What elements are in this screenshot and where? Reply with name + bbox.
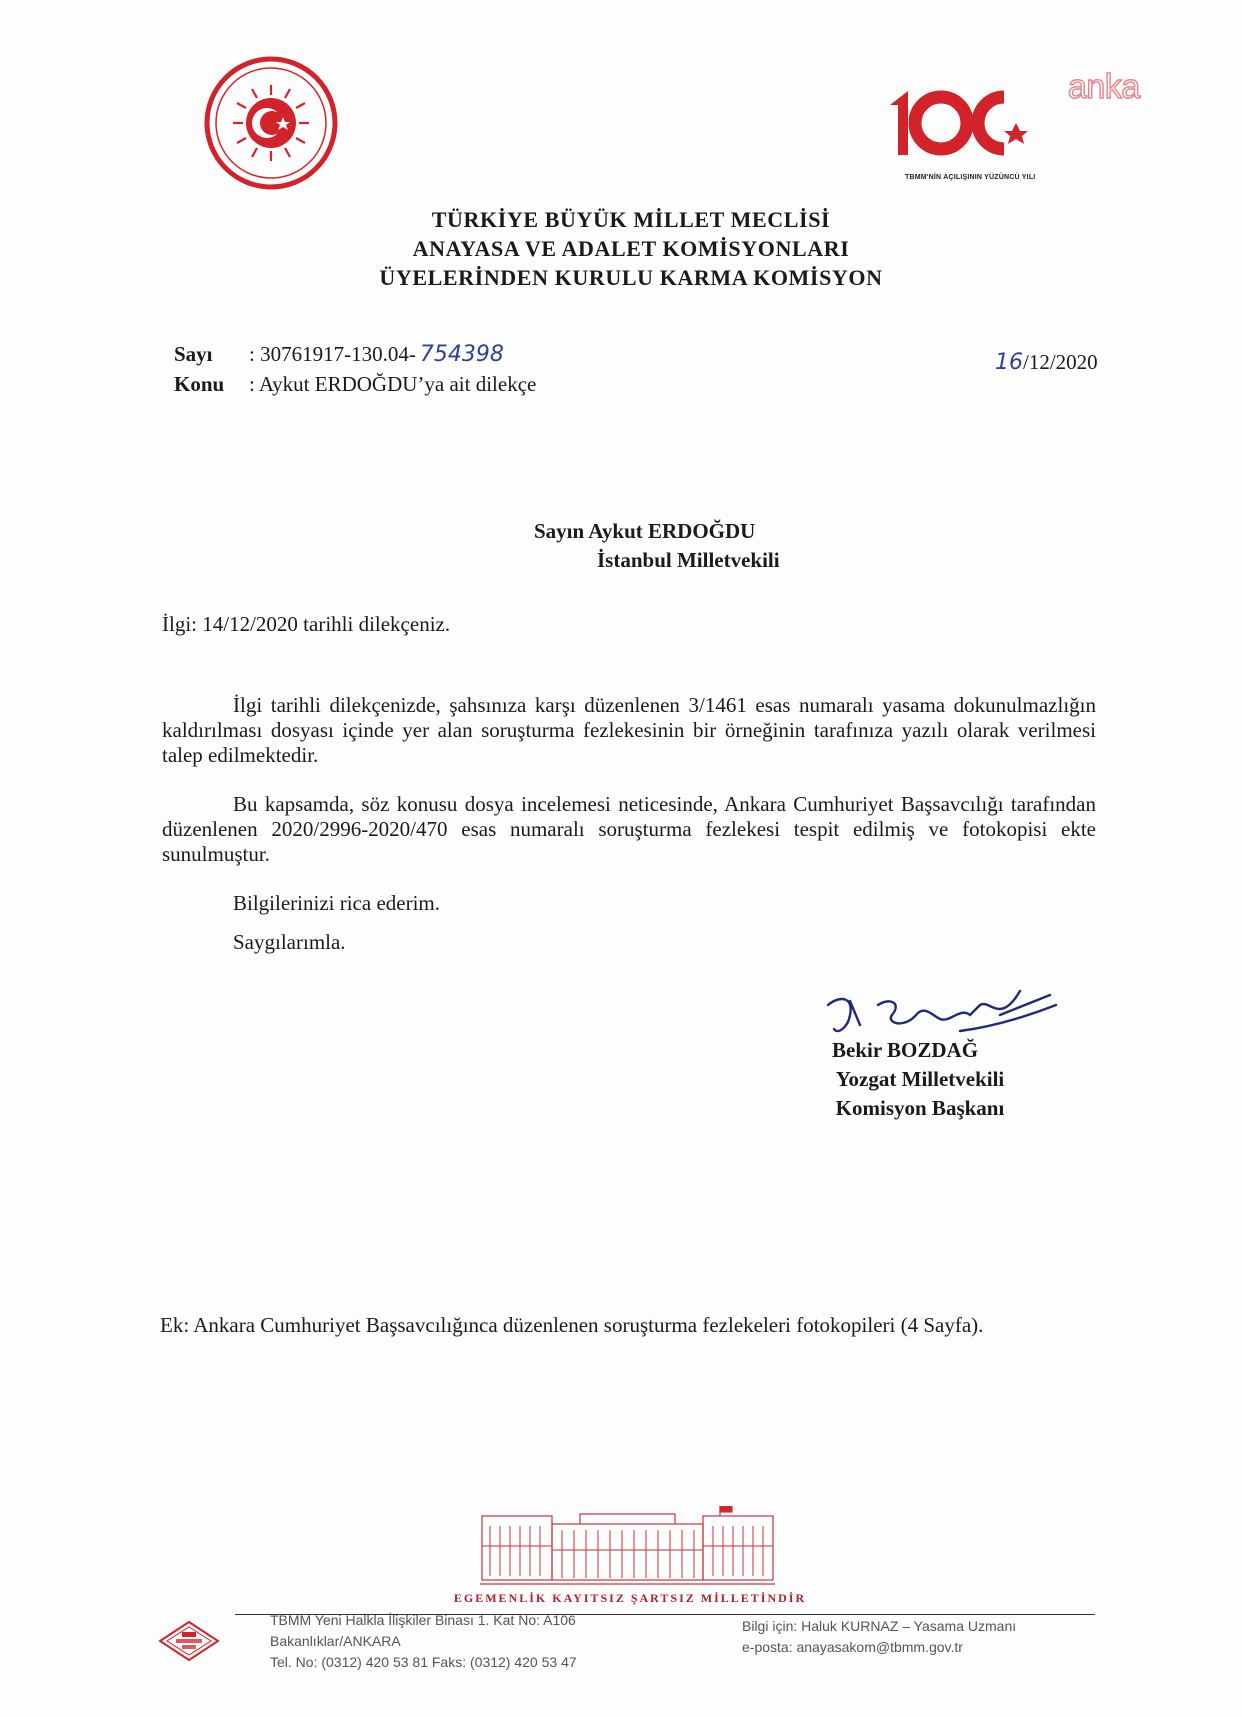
footer-email: e-posta: anayasakom@tbmm.gov.tr [742, 1639, 963, 1655]
date-printed: /12/2020 [1023, 350, 1098, 374]
konu-value: : Aykut ERDOĞDU’ya ait dilekçe [249, 372, 537, 396]
attachment-note: Ek: Ankara Cumhuriyet Başsavcılığınca düzenlenen soruşturma fezlekeleri fotokopileri (4 Sayfa). [160, 1313, 984, 1337]
body-paragraph-2: Bu kapsamda, söz konusu dosya incelemesi neticesinde, Ankara Cumhuriyet Başsavcılığı tarafından düzenlenen 2020/2996-2020/470 esas numaralı soruşturma fezlekesi tespit edilmiş ve fotokopisi ekte sunulmuştur. [162, 792, 1096, 866]
tse-certification-logo [158, 1620, 220, 1662]
footer-address-line-2: Bakanlıklar/ANKARA [270, 1633, 401, 1649]
footer-contact [742, 1616, 1016, 1658]
body-paragraph-4: Saygılarımla. [233, 930, 346, 954]
footer-address-line-1: TBMM Yeni Halkla İlişkiler Binası 1. Kat No: A106 [270, 1612, 576, 1628]
date-handwritten: 16 [995, 350, 1023, 375]
body-paragraph-1: İlgi tarihli dilekçenizde, şahsınıza karşı düzenlenen 3/1461 esas numaralı yasama dokunulmazlığın kaldırılması dosyası içinde yer alan soruşturma fezlekesinin bir örneğinin tarafınıza yazılı olarak verilmesi talep edilmektedir. [162, 693, 1096, 767]
recipient-title: İstanbul Milletvekili [597, 548, 780, 572]
hundred-year-logo [886, 83, 1066, 163]
heading-line-2: ANAYASA VE ADALET KOMİSYONLARI [412, 236, 850, 261]
footer-motto: EGEMENLİK KAYITSIZ ŞARTSIZ MİLLETİNDİR [453, 1591, 807, 1605]
sayi-label: Sayı [174, 342, 213, 366]
anka-watermark: anka [1068, 68, 1140, 106]
heading-line-3: ÜYELERİNDEN KURULU KARMA KOMİSYON [379, 265, 883, 290]
footer-phone: Tel. No: (0312) 420 53 81 Faks: (0312) 420 53 47 [270, 1654, 577, 1670]
sayi-row [174, 340, 504, 369]
hundred-year-caption: TBMM'NİN AÇILIŞININ YÜZÜNCÜ YILI [905, 174, 1036, 181]
heading-line-1: TÜRKİYE BÜYÜK MİLLET MECLİSİ [431, 207, 831, 232]
recipient-name: Sayın Aykut ERDOĞDU [534, 519, 756, 543]
tbmm-seal-logo [203, 55, 339, 191]
institution-heading [0, 205, 1242, 292]
konu-row [174, 370, 536, 399]
ilgi-line: İlgi: 14/12/2020 tarihli dilekçeniz. [162, 612, 451, 636]
parliament-building-logo [480, 1506, 775, 1588]
signature-block [800, 1036, 1040, 1123]
document-date [995, 350, 1098, 375]
footer-address [270, 1610, 577, 1673]
footer-info: Bilgi için: Haluk KURNAZ – Yasama Uzmanı [742, 1618, 1017, 1634]
body-paragraph-3: Bilgilerinizi rica ederim. [233, 891, 441, 915]
signatory-title-2: Komisyon Başkanı [835, 1096, 1005, 1120]
konu-label: Konu [174, 372, 225, 396]
signatory-title-1: Yozgat Milletvekili [835, 1067, 1005, 1091]
sayi-value: : 30761917-130.04- [249, 342, 416, 366]
signatory-name: Bekir BOZDAĞ [832, 1038, 979, 1062]
sayi-handwritten: 754398 [419, 342, 504, 367]
